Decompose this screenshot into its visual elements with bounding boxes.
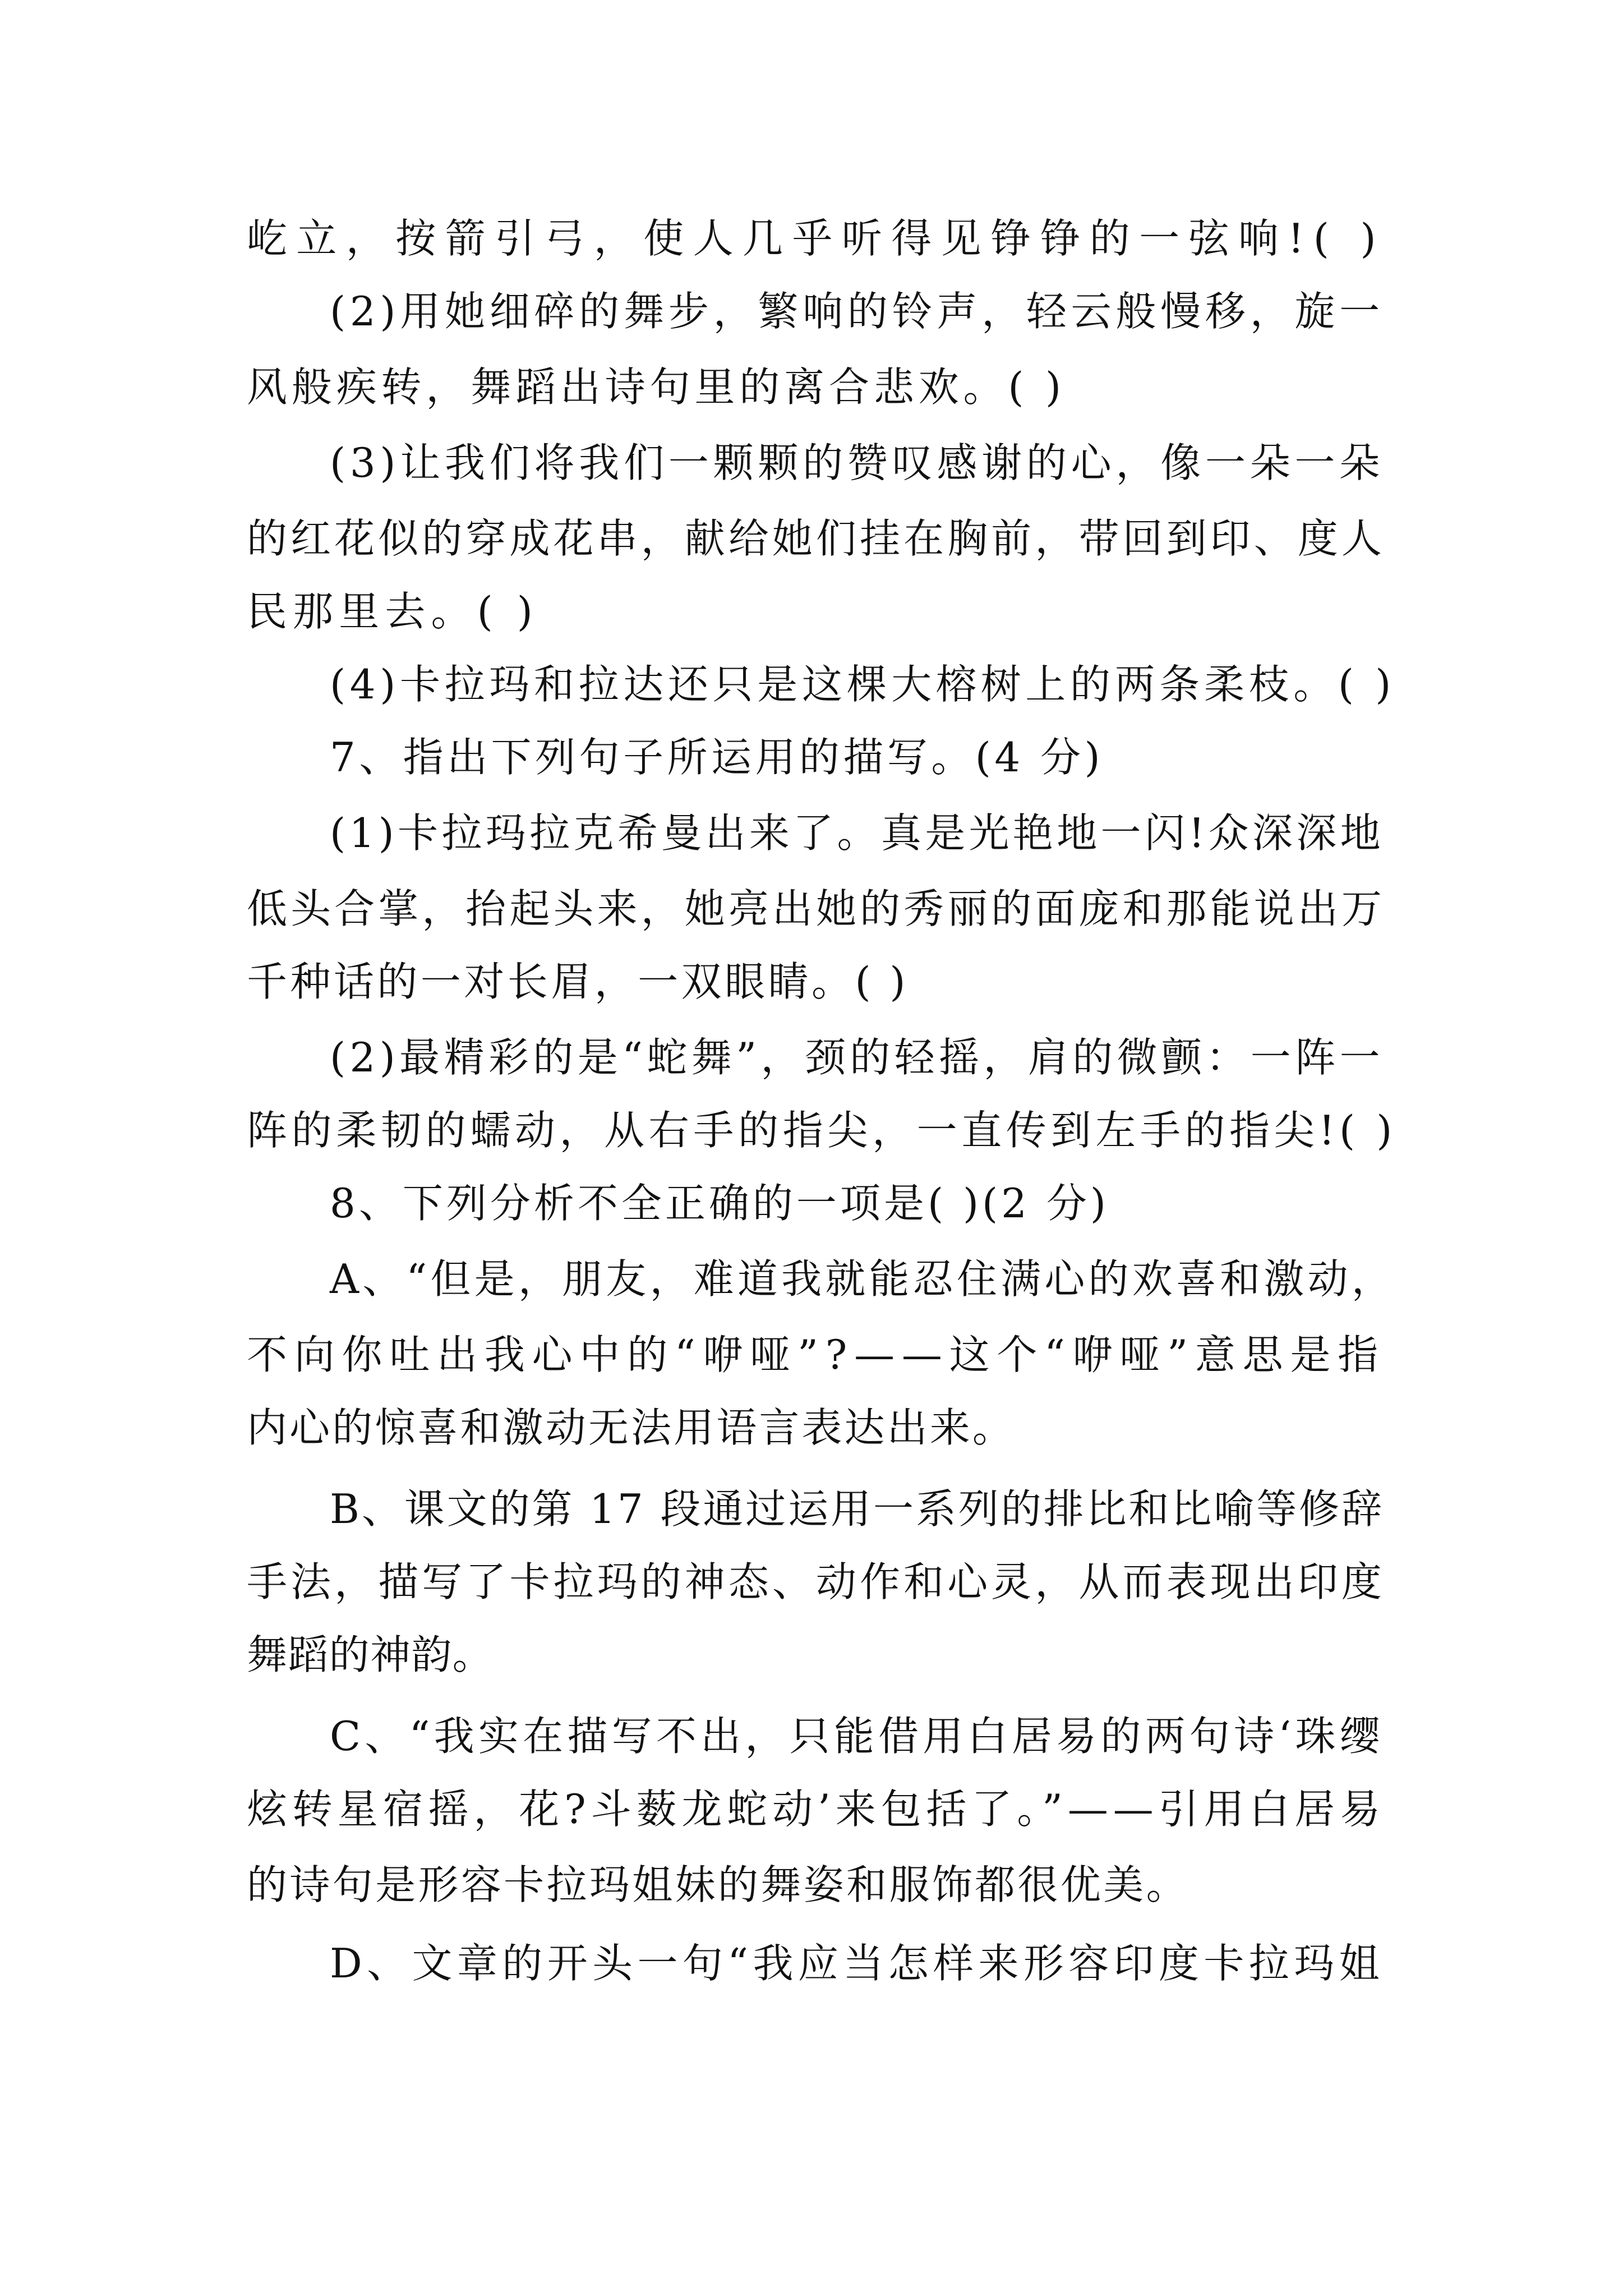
question-heading: 8、下列分析不全正确的一项是( )(2 分) — [330, 1180, 1109, 1227]
text-line: (2)用她细碎的舞步，繁响的铃声，轻云般慢移，旋一 — [330, 288, 1384, 335]
text-line: 不向你吐出我心中的“咿哑”?——这个“咿哑”意思是指 — [247, 1331, 1385, 1378]
text-line: 内心的惊喜和激动无法用语言表达出来。 — [247, 1404, 1015, 1451]
text-line: (2)最精彩的是“蛇舞”，颈的轻摇，肩的微颤：一阵一 — [330, 1034, 1384, 1081]
text-line: 阵的柔韧的蠕动，从右手的指尖，一直传到左手的指尖!( ) — [247, 1107, 1396, 1154]
option-a: A、“但是，朋友，难道我就能忍住满心的欢喜和激动， — [330, 1255, 1395, 1303]
text-line: 手法，描写了卡拉玛的神态、动作和心灵，从而表现出印度 — [247, 1558, 1385, 1605]
text-line: 炫转星宿摇，花?斗薮龙蛇动’来包括了。”——引用白居易 — [247, 1786, 1385, 1833]
option-c: C、“我实在描写不出，只能借用白居易的两句诗‘珠缨 — [330, 1713, 1384, 1760]
question-heading: 7、指出下列句子所运用的描写。(4 分) — [330, 734, 1104, 781]
text-line: 低头合掌，抬起头来，她亮出她的秀丽的面庞和那能说出万 — [247, 885, 1385, 932]
text-line: 风般疾转，舞蹈出诗句里的离合悲欢。( ) — [247, 364, 1066, 411]
text-line: 舞蹈的神韵。 — [247, 1631, 494, 1678]
text-line: 千种话的一对长眉，一双眼睛。( ) — [247, 958, 909, 1005]
text-line: 屹立，按箭引弓，使人几乎听得见铮铮的一弦响!( ) — [247, 215, 1385, 262]
option-b: B、课文的第 17 段通过运用一系列的排比和比喻等修辞 — [330, 1485, 1384, 1533]
text-line: 的诗句是形容卡拉玛姐妹的舞姿和服饰都很优美。 — [247, 1861, 1189, 1908]
text-line: (4)卡拉玛和拉达还只是这棵大榕树上的两条柔枝。( ) — [330, 661, 1395, 708]
text-line: (3)让我们将我们一颗颗的赞叹感谢的心，像一朵一朵 — [330, 439, 1384, 486]
text-line: 民那里去。( ) — [247, 588, 538, 635]
text-line: 的红花似的穿成花串，献给她们挂在胸前，带回到印、度人 — [247, 515, 1385, 562]
text-line: (1)卡拉玛拉克希曼出来了。真是光艳地一闪!众深深地 — [330, 809, 1384, 857]
option-d: D、文章的开头一句“我应当怎样来形容印度卡拉玛姐 — [330, 1940, 1384, 1987]
